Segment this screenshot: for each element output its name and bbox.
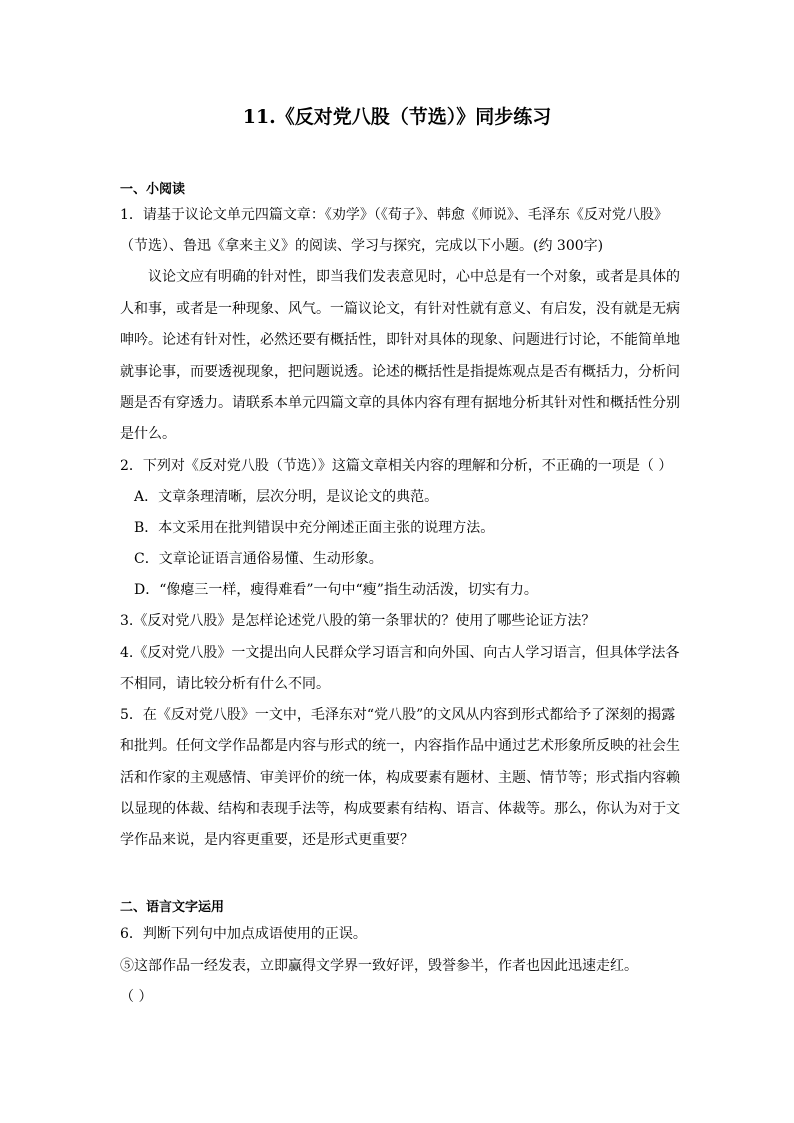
question-1-paragraph-line: 呻吟。论述有针对性，必然还要有概括性，即针对具体的现象、问题进行讨论，不能简单地 [120, 332, 680, 348]
question-1-paragraph-line: 题是否有穿透力。请联系本单元四篇文章的具体内容有理有据地分析其针对性和概括性分别 [120, 395, 680, 411]
question-5-line: 5．在《反对党八股》一文中，毛泽东对“党八股”的文风从内容到形式都给予了深刻的揭露 [120, 707, 676, 723]
question-5-line: 以显现的体裁、结构和表现手法等，构成要素有结构、语言、体裁等。那么，你认为对于文 [120, 801, 680, 817]
question-4-line-1: 4.《反对党八股》一文提出向人民群众学习语言和向外国、向古人学习语言，但具体学法各 [120, 645, 680, 661]
question-6-sentence: ⑤这部作品一经发表，立即赢得文学界一致好评，毁誉参半，作者也因此迅速走红。 [120, 958, 638, 974]
question-1-paragraph-line: 就事论事，而要透视现象，把问题说透。论述的概括性是指提炼观点是否有概括力，分析问 [120, 364, 680, 380]
question-2-option-a: A．文章条理清晰，层次分明，是议论文的典范。 [134, 489, 439, 505]
question-2-stem: 2．下列对《反对党八股（节选）》这篇文章相关内容的理解和分析，不正确的一项是（ ） [120, 458, 673, 474]
question-5-line: 学作品来说，是内容更重要，还是形式更重要？ [120, 832, 414, 848]
section-heading-language-use: 二、语言文字运用 [120, 900, 225, 915]
question-3: 3.《反对党八股》是怎样论述党八股的第一条罪状的？使用了哪些论证方法？ [120, 613, 596, 629]
answer-blank[interactable]: （ ） [120, 989, 153, 1005]
section-heading-reading: 一、小阅读 [120, 182, 186, 197]
question-2-option-c: C．文章论证语言通俗易懂、生动形象。 [134, 551, 383, 567]
question-1-line-2: （节选）、鲁迅《拿来主义》的阅读、学习与探究，完成以下小题。(约 300字) [120, 238, 604, 254]
question-5-line: 和批判。任何文学作品都是内容与形式的统一，内容指作品中通过艺术形象所反映的社会生 [120, 738, 680, 754]
question-5-line: 活和作家的主观感情、审美评价的统一体，构成要素有题材、主题、情节等；形式指内容赖 [120, 770, 680, 786]
question-2-option-b: B．本文采用在批判错误中充分阐述正面主张的说理方法。 [134, 520, 495, 536]
question-4-line-2: 不相同，请比较分析有什么不同。 [120, 676, 330, 692]
page-title: 11.《反对党八股（节选）》同步练习 [242, 106, 552, 128]
question-1-paragraph-line: 议论文应有明确的针对性，即当我们发表意见时，心中总是有一个对象，或者是具体的 [148, 269, 680, 285]
question-1-line-1: 1．请基于议论文单元四篇文章：《劝学》（《荀子》、韩愈《师说》、毛泽东《反对党八股》 [120, 207, 668, 223]
question-1-paragraph-line: 人和事，或者是一种现象、风气。一篇议论文，有针对性就有意义、有启发，没有就是无病 [120, 301, 680, 317]
question-6-stem: 6．判断下列句中加点成语使用的正误。 [120, 926, 367, 942]
question-2-option-d: D．“像瘪三一样，瘦得难看”一句中“瘦”指生动活泼，切实有力。 [134, 582, 538, 598]
question-1-paragraph-line: 是什么。 [120, 426, 176, 442]
